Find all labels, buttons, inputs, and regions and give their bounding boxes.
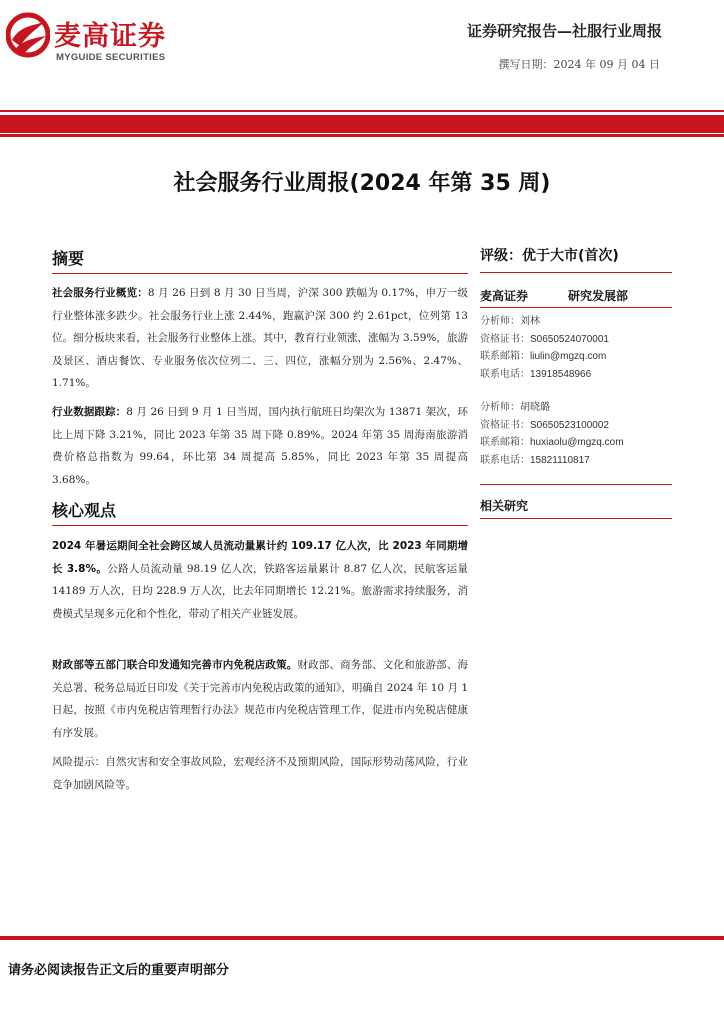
analyst-email: liulin@mgzq.com bbox=[530, 351, 607, 362]
analyst-card bbox=[480, 313, 609, 383]
summary-heading-rule bbox=[52, 273, 468, 274]
analyst-phone-label: 联系电话： bbox=[480, 368, 530, 380]
related-top-rule bbox=[480, 484, 672, 485]
core-travel-paragraph bbox=[52, 535, 468, 625]
brand-logo-icon bbox=[6, 12, 50, 58]
core-heading: 核心观点 bbox=[52, 501, 117, 520]
brand-name: 麦高证券 bbox=[54, 21, 166, 52]
related-research-heading: 相关研究 bbox=[480, 499, 529, 513]
dept-company: 麦高证券 bbox=[480, 289, 529, 303]
analyst-name: 刘林 bbox=[520, 316, 540, 327]
dept-rule bbox=[480, 307, 672, 308]
core-heading-rule bbox=[52, 525, 468, 526]
report-type: 证券研究报告—社服行业周报 bbox=[466, 22, 662, 40]
analyst-name-label: 分析师： bbox=[480, 316, 520, 327]
rating-rule bbox=[480, 272, 672, 273]
analyst-email-label: 联系邮箱： bbox=[480, 351, 530, 362]
risk-warning: 风险提示：自然灾害和安全事故风险，宏观经济不及预期风险，国际形势动荡风险，行业竞争加剧风险等。 bbox=[52, 756, 468, 791]
analyst-name-label: 分析师： bbox=[480, 402, 520, 413]
related-rule bbox=[480, 518, 672, 519]
header-red-band-lower bbox=[0, 134, 724, 137]
analyst-cert-label: 资格证书： bbox=[480, 333, 530, 345]
analyst-cert: S0650523100002 bbox=[530, 419, 609, 431]
summary-tracking-text: 8 月 26 日到 9 月 1 日当周，国内执行航班日均架次为 13871 架次，环比上周下降 3.21%，同比 2023 年第 35 周下降 0.89%。2024 年第 35 周海南旅游消费价格总指数为 99.64，环比第 34 周提高 5.85%，同比 2023 年第 35 周提高 3.68%。 bbox=[52, 406, 468, 486]
analyst-card bbox=[480, 399, 624, 469]
summary-tracking-lead: 行业数据跟踪： bbox=[52, 406, 127, 418]
summary-heading: 摘要 bbox=[52, 249, 85, 268]
analyst-phone: 13918548966 bbox=[530, 368, 592, 380]
analyst-phone: 15821110817 bbox=[530, 454, 590, 466]
summary-overview-lead: 社会服务行业概览： bbox=[52, 287, 148, 299]
core-dutyfree-paragraph bbox=[52, 654, 468, 744]
header-red-band bbox=[0, 115, 724, 133]
rating: 评级：优于大市(首次) bbox=[480, 248, 619, 264]
analyst-name: 胡晓璐 bbox=[520, 402, 550, 413]
core-travel-text: 公路人员流动量 98.19 亿人次，铁路客运量累计 8.87 亿人次，民航客运量 14189 万人次，日均 228.9 万人次，比去年同期增长 12.21%。旅游需求持续服务，消费模式呈现多元化和个性化，带动了相关产业链发展。 bbox=[52, 562, 468, 620]
header-divider bbox=[0, 110, 724, 112]
footer-divider bbox=[0, 936, 724, 940]
analyst-email-label: 联系邮箱： bbox=[480, 437, 530, 448]
analyst-email: huxiaolu@mgzq.com bbox=[530, 437, 624, 448]
summary-overview-paragraph bbox=[52, 282, 468, 395]
analyst-cert: S0650524070001 bbox=[530, 333, 609, 345]
disclaimer-notice: 请务必阅读报告正文后的重要声明部分 bbox=[8, 963, 230, 978]
summary-overview-text: 8 月 26 日到 8 月 30 日当周，沪深 300 跌幅为 0.17%，申万一级行业整体涨多跌少。社会服务行业上涨 2.44%，跑赢沪深 300 约 2.61pct，位列第 13 位。细分板块来看，社会服务行业整体上涨。其中，教育行业领涨，涨幅为 3.59%，旅游及景区、酒店餐饮、专业服务依次位列二、三、四位，涨幅分别为 2.56%、2.47%、1.71%。 bbox=[52, 287, 468, 389]
summary-tracking-paragraph bbox=[52, 401, 468, 491]
report-title: 社会服务行业周报(2024 年第 35 周) bbox=[173, 171, 551, 196]
core-dutyfree-lead: 财政部等五部门联合印发通知完善市内免税店政策。 bbox=[52, 659, 298, 671]
brand-name-en: MYGUIDE SECURITIES bbox=[56, 52, 166, 63]
core-dutyfree-text: 财政部、商务部、文化和旅游部、海关总署、税务总局近日印发《关于完善市内免税店政策的通知》，明确自 2024 年 10 月 1 日起，按照《市内免税店管理暂行办法》规范市内免税店管理工作，促进市内免税店健康有序发展。 bbox=[52, 659, 469, 739]
report-date: 撰写日期：2024 年 09 月 04 日 bbox=[498, 58, 660, 71]
dept-name: 研究发展部 bbox=[568, 289, 629, 303]
analyst-cert-label: 资格证书： bbox=[480, 419, 530, 431]
core-travel-lead: 2024 年暑运期间全社会跨区域人员流动量累计约 109.17 亿人次，比 2023 年同期增长 3.8%。 bbox=[52, 540, 468, 575]
analyst-phone-label: 联系电话： bbox=[480, 454, 530, 466]
